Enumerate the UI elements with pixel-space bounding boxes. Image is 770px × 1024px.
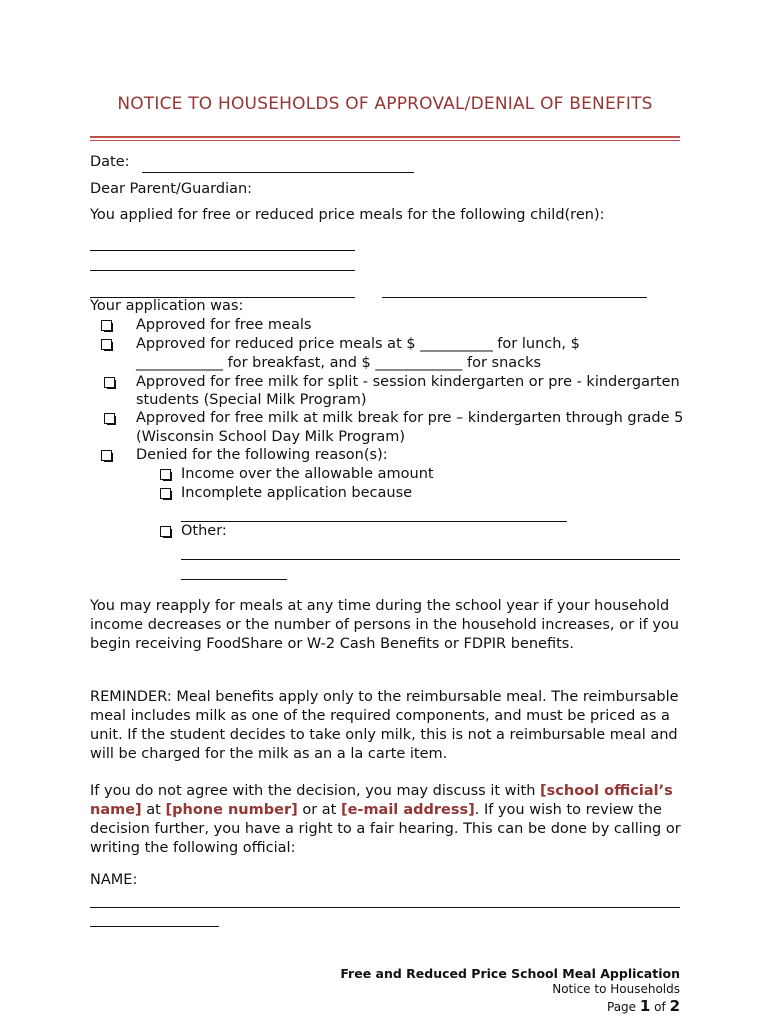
application-label: Your application was: bbox=[90, 298, 244, 314]
child-name-field[interactable] bbox=[382, 297, 647, 298]
other-checkbox[interactable] bbox=[160, 526, 171, 537]
name-label: NAME: bbox=[90, 872, 138, 888]
disagree-paragraph: If you do not agree with the decision, you may discuss it with [school official’s name] at [phone number] or at [e-mail address]. If you wish to review the decision further, you have a right to a fair hearing. This can be done by calling or writing the following official: bbox=[90, 783, 681, 856]
title-rule bbox=[90, 136, 680, 138]
greeting: Dear Parent/Guardian: bbox=[90, 181, 253, 197]
name-field-cont[interactable] bbox=[90, 926, 219, 927]
other-reason-field[interactable] bbox=[181, 559, 680, 560]
incomplete-reason-field[interactable] bbox=[181, 521, 567, 522]
milk-break-checkbox[interactable] bbox=[104, 413, 115, 424]
incomplete-checkbox[interactable] bbox=[160, 488, 171, 499]
email-placeholder: [e-mail address] bbox=[340, 802, 475, 818]
page-number: Page 1 of 2 bbox=[607, 997, 680, 1015]
reduced-meals-label-cont: ____________ for breakfast, and $ ____________ for snacks bbox=[136, 355, 542, 371]
reduced-meals-label: Approved for reduced price meals at $ __________ for lunch, $ bbox=[136, 336, 580, 352]
milk-break-label: Approved for free milk at milk break for pre – kindergarten through grade 5 bbox=[136, 410, 684, 426]
split-session-label-cont: students (Special Milk Program) bbox=[136, 392, 367, 408]
free-meals-checkbox[interactable] bbox=[101, 320, 112, 331]
date-label: Date: bbox=[90, 154, 130, 170]
footer-subtitle: Notice to Households bbox=[552, 982, 680, 996]
school-official-placeholder: [school official’s name] bbox=[90, 783, 673, 818]
denied-label: Denied for the following reason(s): bbox=[136, 447, 388, 463]
intro-text: You applied for free or reduced price meals for the following child(ren): bbox=[90, 207, 605, 223]
page-title: NOTICE TO HOUSEHOLDS OF APPROVAL/DENIAL OF BENEFITS bbox=[117, 94, 653, 114]
title-rule-thin bbox=[90, 140, 680, 141]
footer-form-title: Free and Reduced Price School Meal Application bbox=[340, 966, 680, 981]
other-reason-field-cont[interactable] bbox=[181, 579, 287, 580]
reduced-meals-checkbox[interactable] bbox=[101, 339, 112, 350]
milk-break-label-cont: (Wisconsin School Day Milk Program) bbox=[136, 429, 406, 445]
phone-number-placeholder: [phone number] bbox=[165, 802, 298, 818]
income-label: Income over the allowable amount bbox=[181, 466, 434, 482]
reminder-paragraph: REMINDER: Meal benefits apply only to the reimbursable meal. The reimbursable meal includes milk as one of the required components, and must be priced as a unit. If the student decides to take only milk, this is not a reimbursable meal and will be charged for the milk as an a la carte item. bbox=[90, 689, 679, 762]
date-field[interactable] bbox=[142, 172, 414, 173]
denied-checkbox[interactable] bbox=[101, 450, 112, 461]
name-field[interactable] bbox=[90, 907, 680, 908]
split-session-checkbox[interactable] bbox=[104, 377, 115, 388]
free-meals-label: Approved for free meals bbox=[136, 317, 312, 333]
split-session-label: Approved for free milk for split - session kindergarten or pre - kindergarten bbox=[136, 374, 680, 390]
other-label: Other: bbox=[181, 523, 227, 539]
income-checkbox[interactable] bbox=[160, 469, 171, 480]
reapply-paragraph: You may reapply for meals at any time during the school year if your household income decreases or the number of persons in the household increases, or if you begin receiving FoodShare or W-2 Cash Benefits or FDPIR benefits. bbox=[90, 598, 679, 652]
child-name-field[interactable] bbox=[90, 250, 355, 251]
incomplete-label: Incomplete application because bbox=[181, 485, 413, 501]
child-name-field[interactable] bbox=[90, 270, 355, 271]
